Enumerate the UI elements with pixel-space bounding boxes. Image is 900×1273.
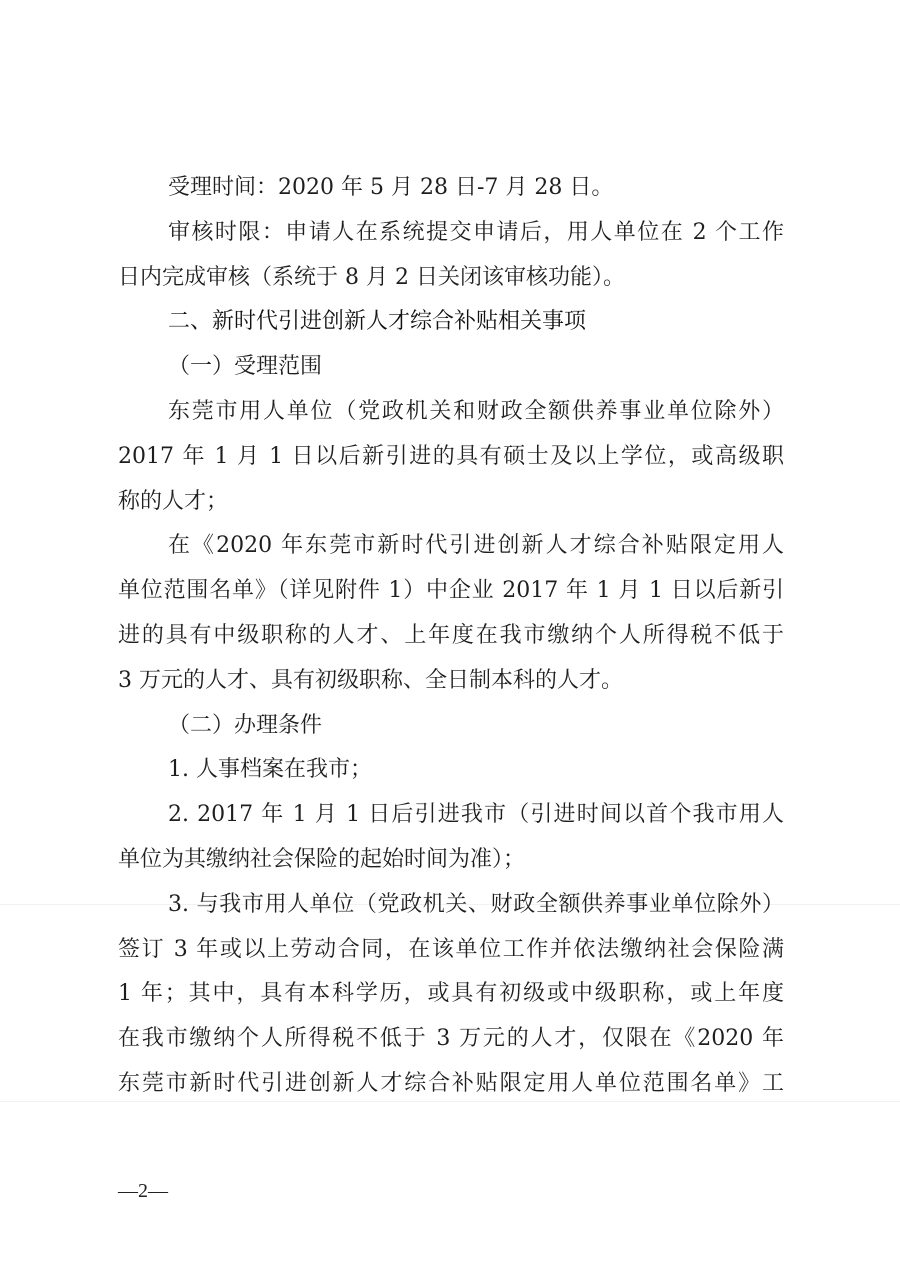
page-number: —2—: [118, 1180, 168, 1202]
condition-2-line-2: 单位为其缴纳社会保险的起始时间为准）；: [118, 846, 526, 872]
condition-3-line-4: 在我市缴纳个人所得税不低于 3 万元的人才，仅限在《2020 年: [118, 1026, 784, 1052]
scope-para-1-line-1: 东莞市用人单位（党政机关和财政全额供养事业单位除外）: [168, 398, 784, 424]
condition-3-line-1: 3. 与我市用人单位（党政机关、财政全额供养事业单位除外）: [168, 891, 784, 917]
scope-para-2-line-3: 进的具有中级职称的人才、上年度在我市缴纳个人所得税不低于: [118, 622, 784, 648]
document-body: [118, 166, 784, 1107]
review-deadline-line-1: 审核时限：申请人在系统提交申请后，用人单位在 2 个工作: [168, 219, 784, 245]
subsection-1-heading: （一）受理范围: [168, 354, 323, 380]
subsection-2-heading: （二）办理条件: [168, 712, 323, 738]
condition-3-line-2: 签订 3 年或以上劳动合同，在该单位工作并依法缴纳社会保险满: [118, 936, 784, 962]
scope-para-2-line-2: 单位范围名单》（详见附件 1）中企业 2017 年 1 月 1 日以后新引: [118, 578, 784, 604]
section-2-heading: 二、新时代引进创新人才综合补贴相关事项: [168, 309, 587, 335]
scope-para-2-line-4: 3 万元的人才、具有初级职称、全日制本科的人才。: [118, 667, 623, 693]
condition-1-line: 1. 人事档案在我市；: [168, 757, 372, 783]
scope-para-1-line-2: 2017 年 1 月 1 日以后新引进的具有硕士及以上学位，或高级职: [118, 443, 784, 469]
condition-2-line-1: 2. 2017 年 1 月 1 日后引进我市（引进时间以首个我市用人: [168, 802, 784, 828]
condition-3-line-5: 东莞市新时代引进创新人才综合补贴限定用人单位范围名单》工: [118, 1070, 784, 1096]
acceptance-time-line: 受理时间：2020 年 5 月 28 日-7 月 28 日。: [168, 175, 614, 200]
review-deadline-line-2: 日内完成审核（系统于 8 月 2 日关闭该审核功能）。: [118, 264, 625, 290]
scope-para-1-line-3: 称的人才；: [118, 488, 229, 514]
condition-3-line-3: 1 年；其中，具有本科学历，或具有初级或中级职称，或上年度: [118, 981, 784, 1007]
scope-para-2-line-1: 在《2020 年东莞市新时代引进创新人才综合补贴限定用人: [168, 533, 784, 559]
